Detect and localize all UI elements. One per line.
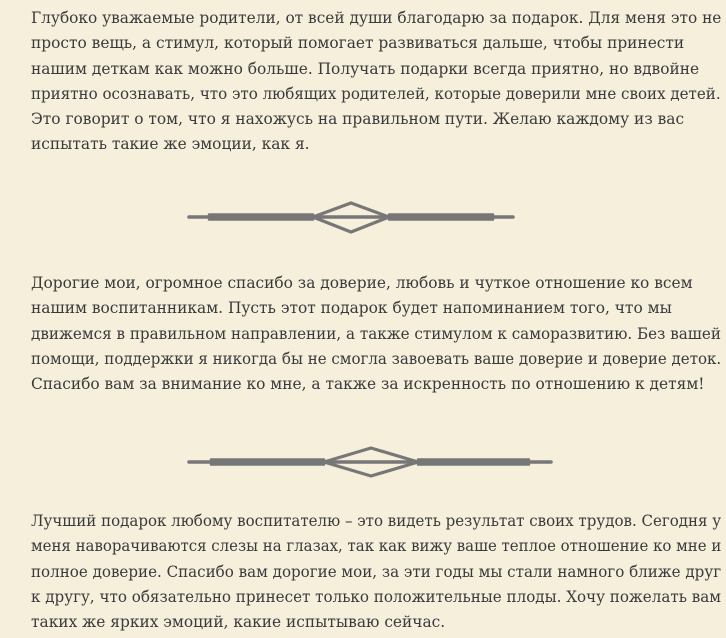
text-line: Лучший подарок любому воспитателю – это видеть результат своих трудов. Сегодня у xyxy=(31,512,722,530)
text-line: нашим деткам как можно больше. Получать подарки всегда приятно, но вдвойне xyxy=(31,59,700,78)
ornament-divider xyxy=(0,198,726,236)
text-line: движемся в правильном направлении, а также стимулом к саморазвитию. Без вашей xyxy=(31,324,721,343)
ornament-divider xyxy=(0,444,726,480)
text-line: к другу, что обязательно принесет только положительные плоды. Хочу пожелать вам xyxy=(31,587,722,606)
text-line: полное доверие. Спасибо вам дорогие мои, за эти годы мы стали намного ближе друг xyxy=(31,562,722,581)
paragraph-3 xyxy=(31,509,722,635)
text-line: таких же ярких эмоций, какие испытываю сейчас. xyxy=(31,613,446,632)
text-line: приятно осознавать, что это любящих родителей, которые доверили мне своих детей. xyxy=(31,84,721,103)
text-line: Это говорит о том, что я нахожусь на правильном пути. Желаю каждому из вас xyxy=(31,110,685,129)
paragraph-2 xyxy=(31,271,722,397)
text-line: просто вещь, а стимул, который помогает развиваться дальше, чтобы принести xyxy=(31,34,685,53)
text-line: помощи, поддержки я никогда бы не смогла завоевать ваше доверие и доверие деток. xyxy=(31,349,722,368)
text-line: Дорогие мои, огромное спасибо за доверие, любовь и чуткое отношение ко всем xyxy=(31,274,693,292)
text-line: меня наворачиваются слезы на глазах, так как вижу ваше теплое отношение ко мне и xyxy=(31,537,722,556)
text-line: нашим воспитанникам. Пусть этот подарок будет напоминанием того, что мы xyxy=(31,299,672,318)
text-line: Спасибо вам за внимание ко мне, а также за искренность по отношению к детям! xyxy=(31,375,705,394)
paragraph-1 xyxy=(31,6,722,158)
text-line: испытать такие же эмоции, как я. xyxy=(31,135,310,154)
text-line: Глубоко уважаемые родители, от всей души благодарю за подарок. Для меня это не xyxy=(31,9,722,27)
